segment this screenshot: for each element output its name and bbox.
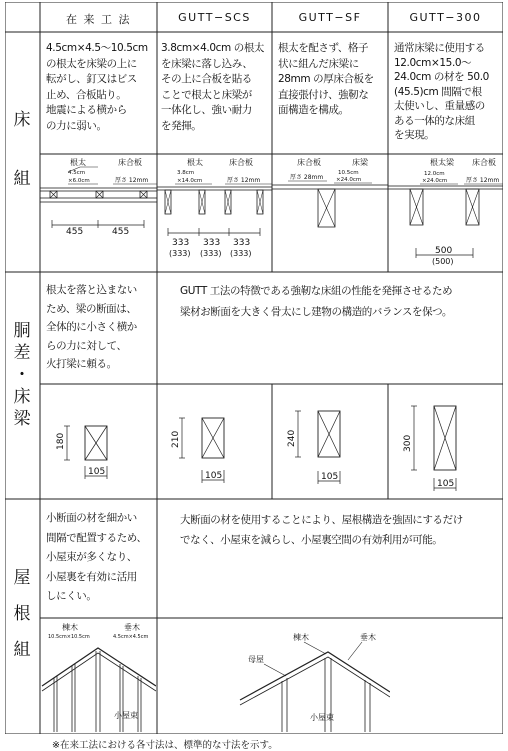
svg-text:240: 240 [287,429,297,447]
header-gutt-300: GUTT−300 [409,11,482,24]
svg-text:棟木: 棟木 [293,633,309,642]
svg-text:根太: 根太 [70,158,86,167]
beam-section-180 [45,420,145,490]
beam-section-240 [276,405,381,490]
beam-section-210 [160,410,265,490]
svg-text:(333): (333) [200,249,222,258]
svg-text:根太梁: 根太梁 [430,158,454,167]
footnote: ※在来工法における各寸法は、標準的な寸法を示す。 [52,740,278,751]
svg-text:4.5cm×4.5cm: 4.5cm×4.5cm [113,634,149,640]
svg-text:床梁: 床梁 [352,158,368,167]
header-gutt-scs: GUTT−SCS [178,11,251,24]
svg-text:180: 180 [56,432,66,450]
floor-text-sf: 根太を配さず、格子 状に組んだ床梁に 28mm の厚床合板を 直接張付け、強靭な 面構造を構成。 [278,42,374,117]
svg-text:105: 105 [437,479,455,489]
svg-text:×24.0cm: ×24.0cm [422,178,448,184]
svg-text:厚さ 12mm: 厚さ 12mm [466,177,500,184]
svg-text:厚さ 12mm: 厚さ 12mm [115,177,149,184]
roof-text-conventional: 小断面の材を細かい 間隔で配置するため、 小屋束が多くなり、 小屋裏を有効に活用 しにくい。 [46,512,147,602]
svg-text:小屋束: 小屋束 [310,713,334,722]
floor-text-conventional: 4.5cm×4.5〜10.5cm の根太を床梁の上に 転がし、釘又はビス 止め、合板貼り。 地震による横から の力に弱い。 [46,42,148,132]
svg-text:4.5cm: 4.5cm [68,170,86,176]
svg-text:床合板: 床合板 [118,158,142,167]
svg-text:×14.0cm: ×14.0cm [177,178,203,184]
floor-text-scs: 3.8cm×4.0cm の根太 を床梁に落し込み、 その上に合板を貼る ことで根太と床梁が 一体化し、強い耐力 を発揮。 [161,42,265,132]
svg-text:小屋束: 小屋束 [114,711,138,720]
svg-text:床合板: 床合板 [297,158,321,167]
header-conventional: 在 来 工 法 [66,13,131,26]
svg-text:105: 105 [205,471,223,481]
svg-text:10.5cm: 10.5cm [338,170,359,176]
svg-text:333: 333 [203,238,221,248]
svg-text:×6.0cm: ×6.0cm [68,178,90,184]
floor-figure-scs [157,155,272,267]
svg-text:3.8cm: 3.8cm [177,170,195,176]
svg-text:母屋: 母屋 [248,655,264,664]
floor-figure-sf [272,155,388,267]
svg-text:455: 455 [66,227,84,237]
svg-text:333: 333 [172,238,190,248]
svg-text:(333): (333) [230,249,252,258]
row-label-beam: 胴 差 ・ 床 梁 [13,321,31,429]
svg-text:10.5cm×10.5cm: 10.5cm×10.5cm [48,634,90,640]
svg-text:厚さ 28mm: 厚さ 28mm [290,174,324,181]
svg-text:500: 500 [435,246,453,256]
svg-text:12.0cm: 12.0cm [424,171,445,177]
svg-text:455: 455 [112,227,130,237]
svg-text:根太: 根太 [187,158,203,167]
roof-figure-gutt [230,620,390,732]
beam-text-gutt: GUTT 工法の特徴である強靭な床組の性能を発揮させるため 梁材お断面を大きく骨太にし建物の構造的バランスを保つ。 [180,285,453,318]
svg-text:床合板: 床合板 [472,158,496,167]
row-label-floor: 床 組 [13,110,31,189]
svg-text:(333): (333) [169,249,191,258]
svg-text:300: 300 [403,434,413,452]
beam-text-conventional: 根太を落と込まない ため、梁の断面は、 全体的に小さく横か らの力に対して、 火打梁に頼る。 [46,284,137,371]
roof-text-gutt: 大断面の材を使用することにより、屋根構造を強固にするだけ でなく、小屋束を減らし、小屋裏空間の有効利用が可能。 [180,514,463,546]
floor-figure-conventional [40,155,157,267]
svg-text:105: 105 [88,467,106,477]
svg-text:厚さ 12mm: 厚さ 12mm [227,177,261,184]
floor-text-300: 通常床梁に使用する 12.0cm×15.0〜 24.0cm の材を 50.0 (45.5)cm 間隔で根 太使いし、重量感の ある一体的な床組 を実現。 [394,42,489,141]
beam-section-300 [392,400,497,495]
svg-text:垂木: 垂木 [360,633,376,642]
row-label-roof: 屋 根 組 [13,568,31,660]
svg-text:垂木: 垂木 [124,623,140,632]
svg-text:105: 105 [321,472,339,482]
svg-text:×24.0cm: ×24.0cm [336,177,362,183]
svg-text:床合板: 床合板 [229,158,253,167]
svg-text:棟木: 棟木 [62,623,78,632]
svg-text:210: 210 [171,430,181,448]
floor-figure-300 [388,155,503,267]
svg-text:(500): (500) [432,257,454,266]
roof-figure-conventional [40,620,156,732]
header-gutt-sf: GUTT−SF [298,11,362,24]
svg-text:333: 333 [233,238,251,248]
